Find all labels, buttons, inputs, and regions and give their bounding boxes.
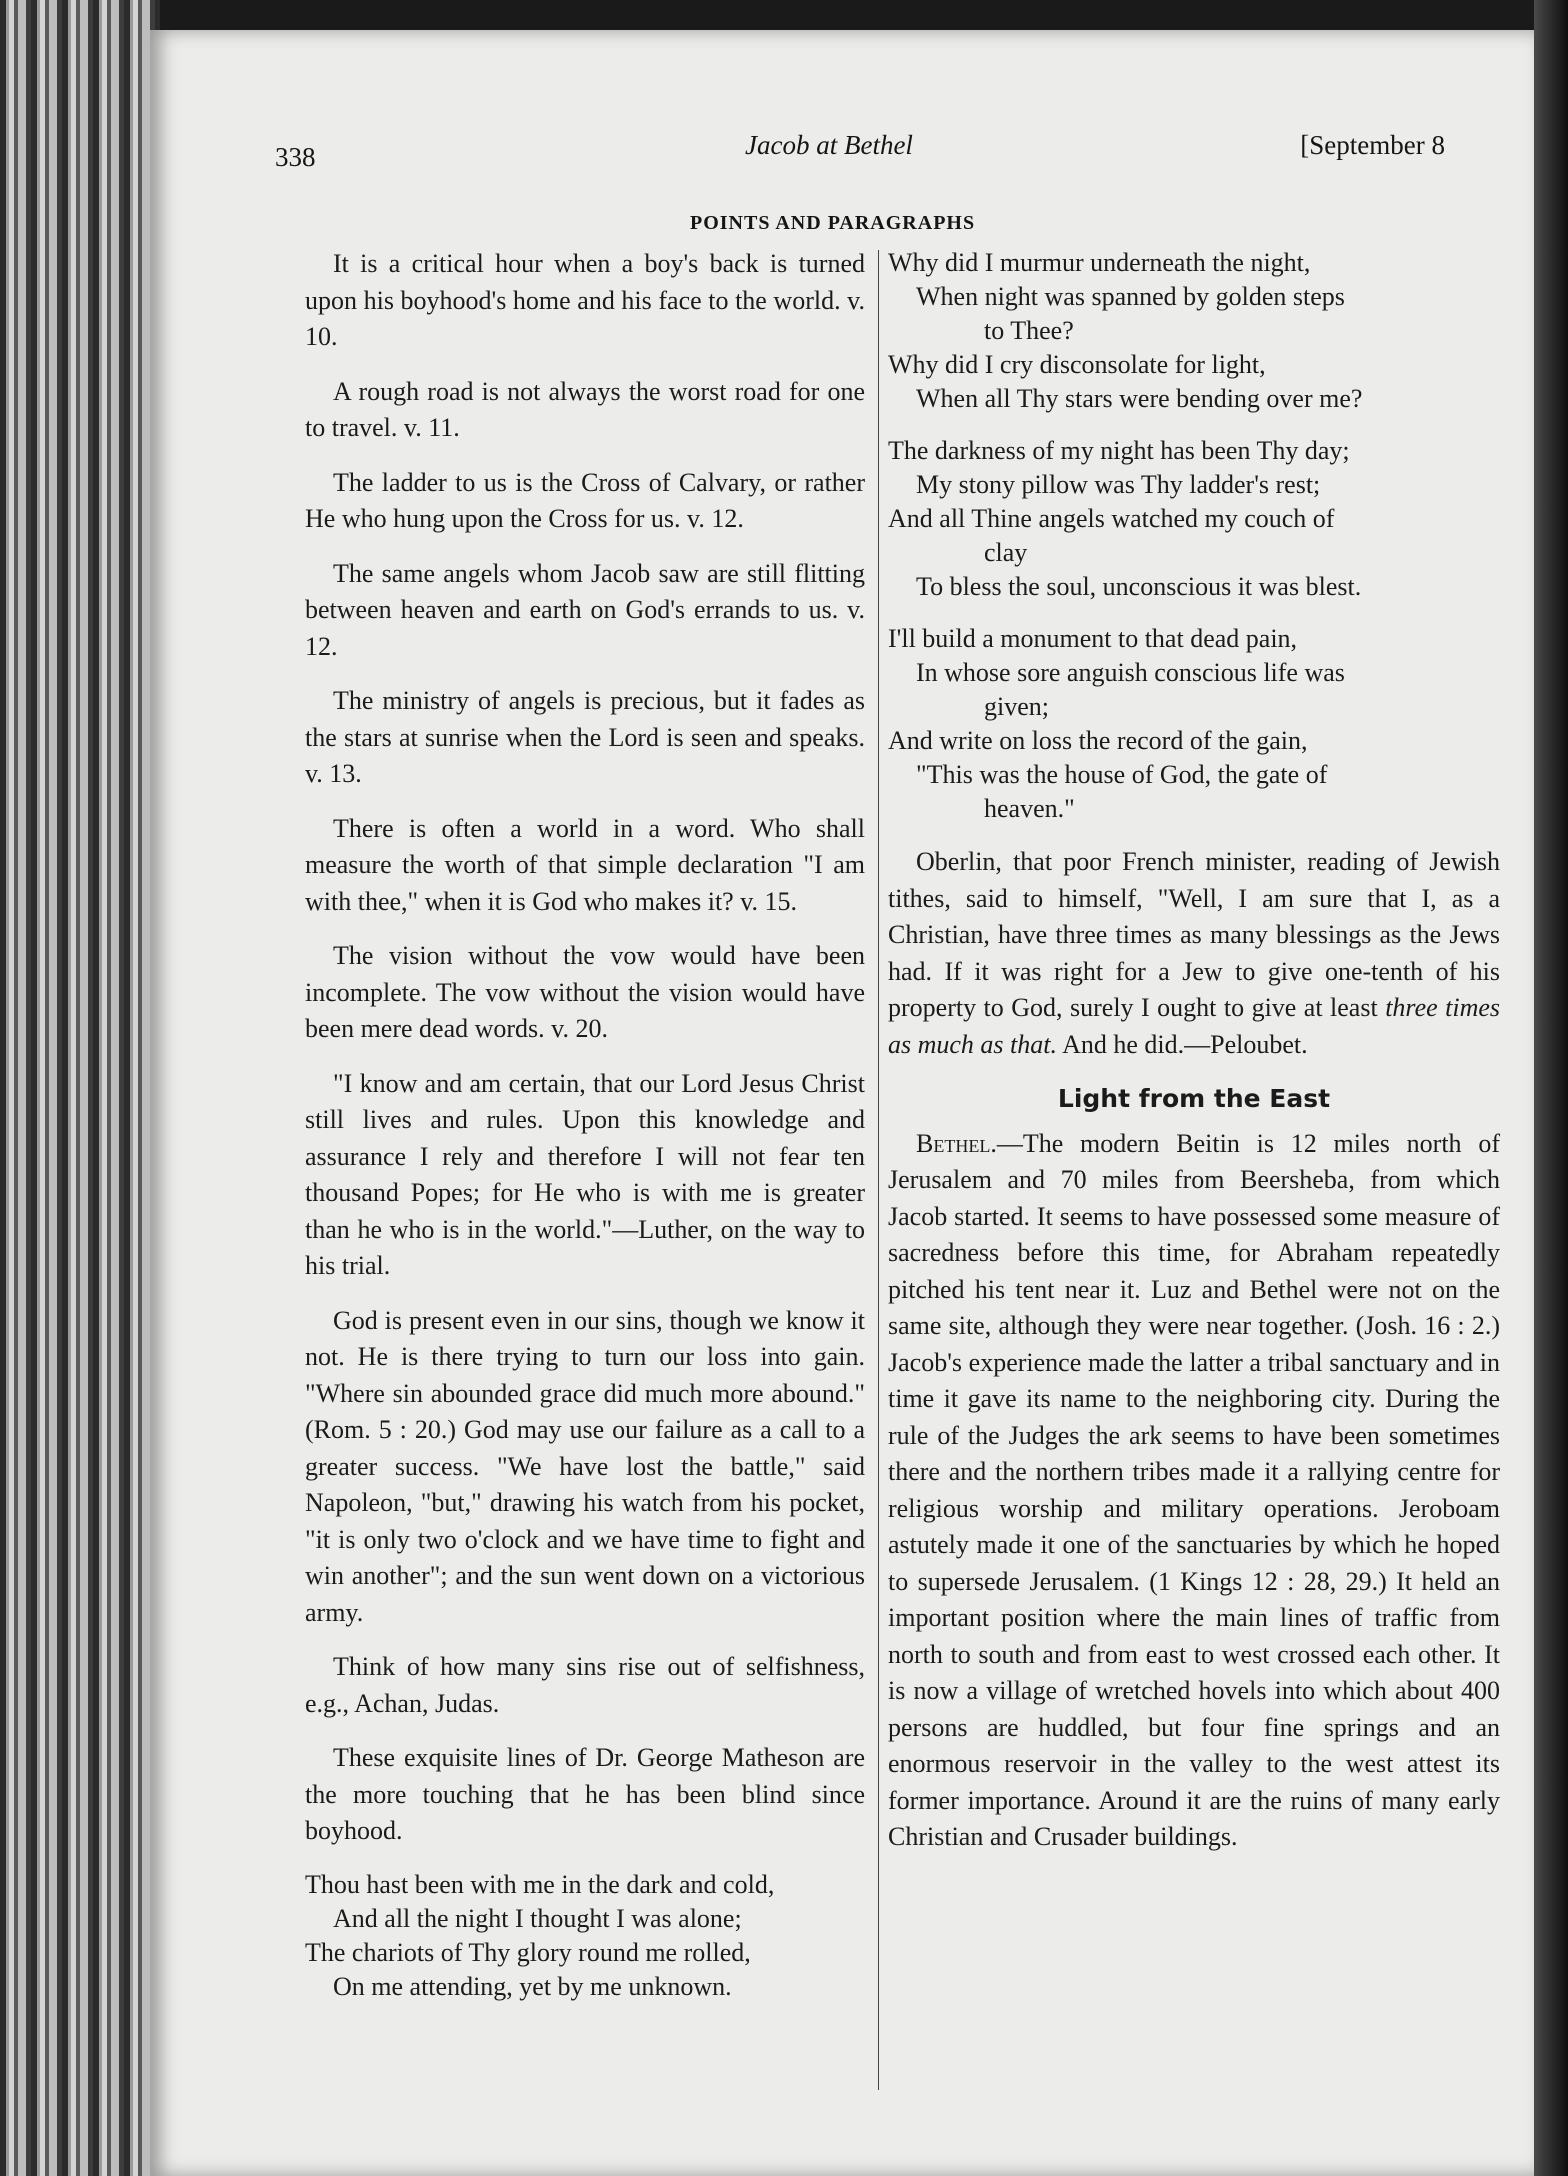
oberlin-paragraph xyxy=(888,844,1500,1063)
poem-stanza xyxy=(888,622,1500,826)
paragraph: The ministry of angels is precious, but it fades as the stars at sunrise when the Lord is seen and speaks. v. 13. xyxy=(305,686,865,788)
column-divider xyxy=(878,250,879,2090)
poem-line: "This was the house of God, the gate of xyxy=(916,760,1328,789)
poem-line: The chariots of Thy glory round me rolled, xyxy=(305,1937,751,1967)
paragraph: It is a critical hour when a boy's back is turned upon his boyhood's home and his face to the world. v. 10. xyxy=(305,249,865,351)
poem-stanza xyxy=(305,1868,865,2004)
page-header xyxy=(275,130,1445,200)
poem-line: Why did I cry disconsolate for light, xyxy=(888,350,1266,379)
bethel-label: Bethel. xyxy=(916,1128,997,1158)
bethel-text: —The modern Beitin is 12 miles north of Jerusalem and 70 miles from Beersheba, from which Jacob started. It seems to have possessed some measure of sacredness before this time, for Abraham repeatedly pitched his tent near it. Luz and Bethel were not on the same site, although they were near together. (Josh. 16 : 2.) Jacob's experience made the latter a tribal sanctuary and in time it gave its name to the neighboring city. During the rule of the Judges the ark seems to have been sometimes there and the northern tribes made it a rallying centre for religious worship and military operations. Jeroboam astutely made it one of the sanctuaries by which he hoped to supersede Jerusalem. (1 Kings 12 : 28, 29.) It held an important position where the main lines of traffic from north to south and from east to west crossed each other. It is now a village of wretched hovels into which about 400 persons are huddled, but four fine springs and an enormous reservoir in the valley to the west attest its former importance. Around it are the ruins of many early Christian and Crusader buildings. xyxy=(888,1128,1500,1851)
paragraph: A rough road is not always the worst road for one to travel. v. 11. xyxy=(305,376,865,442)
subheading: Light from the East xyxy=(1057,1084,1331,1113)
running-title: Jacob at Bethel xyxy=(745,130,913,160)
poem-stanza xyxy=(888,434,1500,604)
oberlin-text: Oberlin, that poor French minister, reading of Jewish tithes, said to himself, "Well, I am sure that I, as a Christian, have three times as many blessings as the Jews had. If it was right for a Jew to give one-tenth of his property to God, surely I ought to give at least xyxy=(888,847,1500,1022)
poem-line: When all Thy stars were bending over me? xyxy=(916,384,1363,413)
paragraph: Think of how many sins rise out of selfishness, e.g., Achan, Judas. xyxy=(305,1652,865,1718)
paragraph: The ladder to us is the Cross of Calvary, or rather He who hung upon the Cross for us. v. 12. xyxy=(305,467,865,533)
poem-line: When night was spanned by golden steps xyxy=(916,282,1345,311)
book-page-edges xyxy=(0,0,160,2176)
right-column xyxy=(888,246,1500,1874)
luther-quote: "I know and am certain, that our Lord Jesus Christ still lives and rules. Upon this knowledge and assurance I rely and therefore I will not fear ten thousand Popes; for He who is with me is greater than he who is in the world."—Luther, on the way to his trial. xyxy=(305,1068,865,1280)
poem-line: given; xyxy=(984,692,1049,721)
paragraph: The vision without the vow would have been incomplete. The vow without the vision would have been mere dead words. v. 20. xyxy=(305,941,865,1043)
poem-line: My stony pillow was Thy ladder's rest; xyxy=(916,470,1321,499)
poem-line: clay xyxy=(984,538,1028,567)
book-page xyxy=(150,30,1534,2176)
section-heading: POINTS AND PARAGRAPHS xyxy=(690,212,976,234)
poem-line: And write on loss the record of the gain, xyxy=(888,726,1308,755)
poem-line: On me attending, yet by me unknown. xyxy=(333,1971,732,2001)
oberlin-attribution: And he did.—Peloubet. xyxy=(1062,1029,1308,1059)
oberlin-emphasis: three times as much as that. xyxy=(888,993,1501,1059)
paragraph: God is present even in our sins, though we know it not. He is there trying to turn our loss into gain. "Where sin abounded grace did much more abound." (Rom. 5 : 20.) God may use our failure as a call to a greater success. "We have lost the battle," said Napoleon, "but," drawing his watch from his pocket, "it is only two o'clock and we have time to fight and win another"; and the sun went down on a victorious army. xyxy=(305,1305,865,1627)
poem-stanza xyxy=(888,246,1500,416)
left-column xyxy=(305,246,865,2022)
paragraph: The same angels whom Jacob saw are still flitting between heaven and earth on God's errands to us. v. 12. xyxy=(305,558,865,661)
poem-line: Thou hast been with me in the dark and cold, xyxy=(305,1869,775,1899)
poem-line: heaven." xyxy=(984,794,1075,823)
book-cover-edge xyxy=(1534,0,1568,2176)
poem-line: To bless the soul, unconscious it was blest. xyxy=(916,572,1362,601)
paragraph: There is often a world in a word. Who shall measure the worth of that simple declaration "I am with thee," when it is God who makes it? v. 15. xyxy=(305,813,865,916)
poem-line: to Thee? xyxy=(984,316,1074,345)
poem-line: And all Thine angels watched my couch of xyxy=(888,504,1335,533)
page-date: [September 8 xyxy=(1300,130,1445,160)
paragraph: These exquisite lines of Dr. George Matheson are the more touching that he has been blind since boyhood. xyxy=(305,1743,865,1845)
poem-line: The darkness of my night has been Thy day; xyxy=(888,436,1350,465)
poem-line: And all the night I thought I was alone; xyxy=(333,1903,742,1933)
bethel-paragraph xyxy=(888,1126,1500,1856)
page-number: 338 xyxy=(275,142,316,172)
poem-line: Why did I murmur underneath the night, xyxy=(888,248,1311,277)
poem-line: I'll build a monument to that dead pain, xyxy=(888,624,1298,653)
poem-line: In whose sore anguish conscious life was xyxy=(916,658,1345,687)
